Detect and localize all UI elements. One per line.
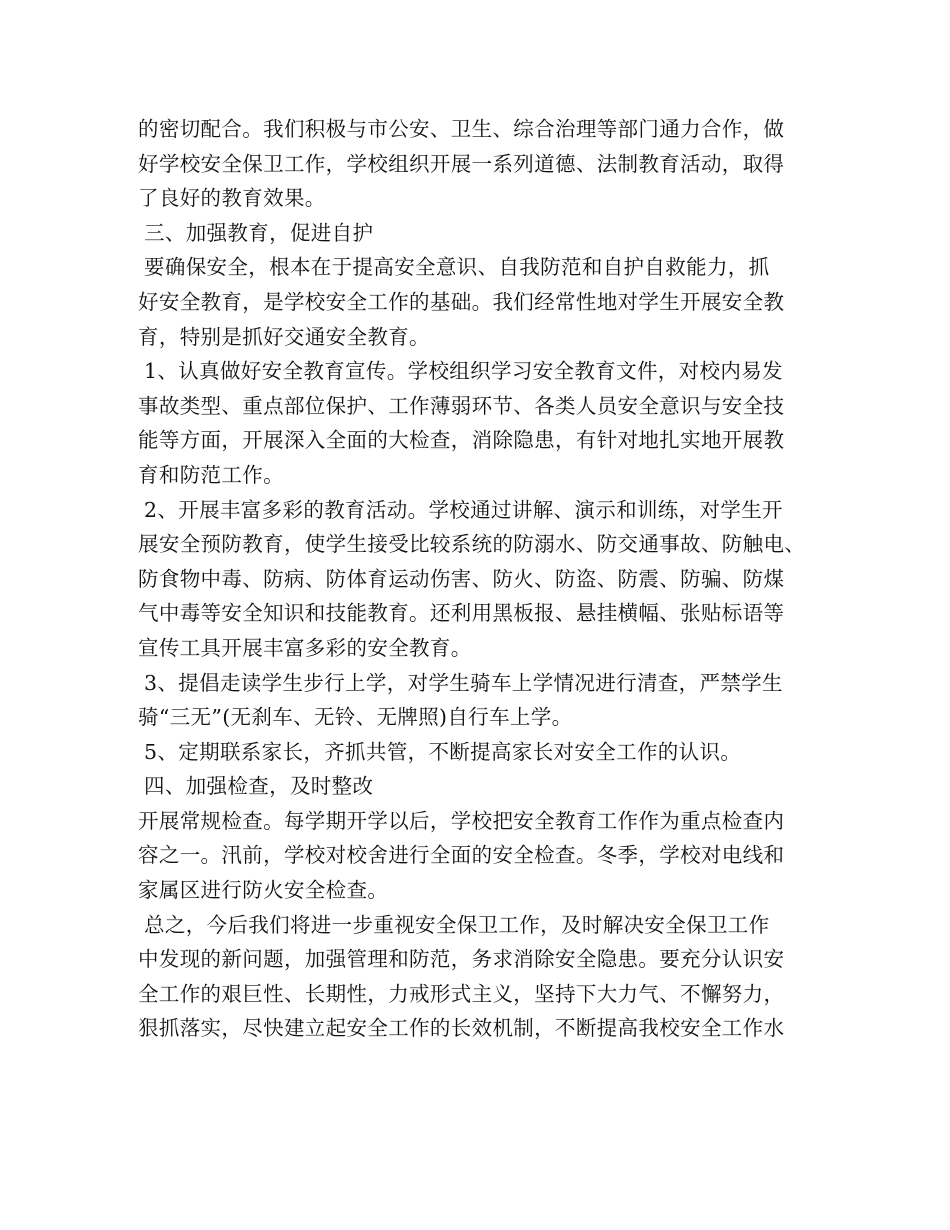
text-line: 全工作的艰巨性、长期性，力戒形式主义，坚持下大力气、不懈努力， <box>138 981 785 1006</box>
text-line: 家属区进行防火安全检查。 <box>138 878 389 903</box>
text-line: 展安全预防教育，使学生接受比较系统的防溺水、防交通事故、防触电、 <box>138 532 806 557</box>
text-line: 容之一。汛前，学校对校舍进行全面的安全检查。冬季，学校对电线和 <box>138 843 785 868</box>
list-item: 2、开展丰富多彩的教育活动。学校通过讲解、演示和训练，对学生开 <box>144 497 783 522</box>
text-line: 气中毒等安全知识和技能教育。还利用黑板报、悬挂横幅、张贴标语等 <box>138 601 785 626</box>
text-line: 好学校安全保卫工作，学校组织开展一系列道德、法制教育活动，取得 <box>138 151 785 176</box>
text-line: 育，特别是抓好交通安全教育。 <box>138 324 430 349</box>
text-line: 开展常规检查。每学期开学以后，学校把安全教育工作作为重点检查内 <box>138 808 785 833</box>
list-item: 5、定期联系家长，齐抓共管，不断提高家长对安全工作的认识。 <box>144 739 742 764</box>
text-line: 防食物中毒、防病、防体育运动伤害、防火、防盗、防震、防骗、防煤 <box>138 566 785 591</box>
document-body <box>138 112 818 1046</box>
text-line: 育和防范工作。 <box>138 462 284 487</box>
text-line: 狠抓落实，尽快建立起安全工作的长效机制，不断提高我校安全工作水 <box>138 1016 785 1041</box>
text-line: 了良好的教育效果。 <box>138 186 326 211</box>
text-line: 骑“三无”(无刹车、无铃、无牌照)自行车上学。 <box>138 705 573 730</box>
text-line: 宣传工具开展丰富多彩的安全教育。 <box>138 635 472 660</box>
text-line: 总之，今后我们将进一步重视安全保卫工作，及时解决安全保卫工作 <box>144 912 770 937</box>
text-line: 能等方面，开展深入全面的大检查，消除隐患，有针对地扎实地开展教 <box>138 428 785 453</box>
section-heading: 四、加强检查，及时整改 <box>144 774 374 799</box>
section-heading: 三、加强教育，促进自护 <box>144 220 374 245</box>
text-line: 的密切配合。我们积极与市公安、卫生、综合治理等部门通力合作，做 <box>138 117 785 141</box>
list-item: 1、认真做好安全教育宣传。学校组织学习安全教育文件，对校内易发 <box>144 359 783 384</box>
text-line: 要确保安全，根本在于提高安全意识、自我防范和自护自救能力，抓 <box>144 255 770 280</box>
text-line: 事故类型、重点部位保护、工作薄弱环节、各类人员安全意识与安全技 <box>138 393 785 418</box>
list-item: 3、提倡走读学生步行上学，对学生骑车上学情况进行清查，严禁学生 <box>144 670 783 695</box>
text-line: 中发现的新问题，加强管理和防范，务求消除安全隐患。要充分认识安 <box>138 947 785 972</box>
text-line: 好安全教育，是学校安全工作的基础。我们经常性地对学生开展安全教 <box>138 289 785 314</box>
